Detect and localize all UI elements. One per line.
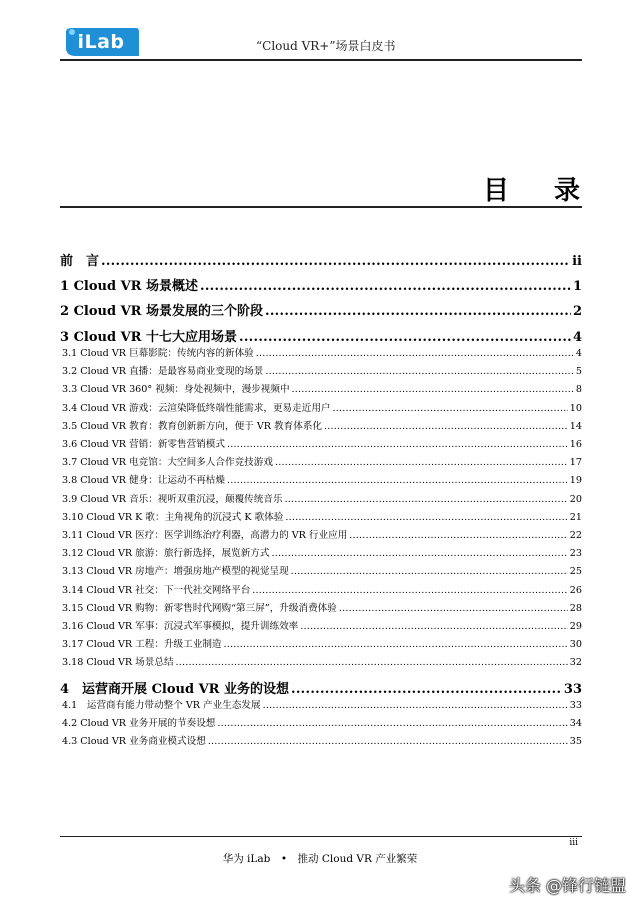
- toc-leader-dots: [227, 439, 568, 450]
- toc-entry-page: 10: [569, 402, 582, 414]
- toc-entry-page: 4: [572, 330, 582, 345]
- ilab-logo: [62, 26, 140, 58]
- toc-entry-title: 3.11 Cloud VR 医疗：医学训练治疗利器，高潜力的 VR 行业应用: [62, 530, 348, 541]
- toc-entry[interactable]: [60, 454, 582, 468]
- toc-entry[interactable]: [60, 715, 582, 729]
- toc-entry-page: 20: [569, 493, 582, 505]
- toc-leader-dots: [271, 548, 567, 559]
- toc-leader-dots: [176, 657, 568, 668]
- page-number: iii: [569, 838, 578, 848]
- toc-entry-title: 3.17 Cloud VR 工程：升级工业制造: [62, 639, 222, 651]
- toc-entry-page: 32: [569, 657, 582, 669]
- toc-entry[interactable]: [60, 600, 582, 614]
- toc-leader-dots: [285, 512, 567, 523]
- toc-leader-dots: [227, 475, 568, 486]
- toc-leader-dots: [349, 530, 567, 541]
- toc-entry-page: 1: [572, 279, 582, 294]
- toc-leader-dots: [208, 736, 568, 747]
- toc-leader-dots: [300, 621, 568, 632]
- toc-entry-title: 3.8 Cloud VR 健身：让运动不再枯燥: [62, 475, 225, 487]
- toc-entry[interactable]: [60, 636, 582, 650]
- toc-entry[interactable]: [60, 250, 582, 269]
- toc-entry[interactable]: [60, 363, 582, 377]
- toc-entry[interactable]: [60, 275, 582, 294]
- toc-entry-title: 4.1 运营商有能力带动整个 VR 产业生态发展: [62, 700, 261, 711]
- toc-entry-page: 4: [575, 348, 582, 359]
- toc-entry-page: 26: [569, 584, 582, 596]
- toc-entry[interactable]: [60, 697, 582, 711]
- toc-entry[interactable]: [60, 400, 582, 414]
- toc-entry-page: 28: [569, 602, 582, 614]
- toc-entry-page: 21: [569, 511, 582, 523]
- footer-divider: [60, 836, 582, 837]
- toc-entry-page: 23: [569, 548, 582, 560]
- toc-leader-dots: [239, 330, 571, 345]
- toc-entry-title: 3.2 Cloud VR 直播：是最容易商业变现的场景: [62, 366, 264, 378]
- toc-entry-page: 14: [569, 420, 582, 432]
- toc-entry[interactable]: [60, 509, 582, 523]
- toc-entry[interactable]: [60, 436, 582, 450]
- toc-entry[interactable]: [60, 618, 582, 632]
- toc-entry-title: 3.16 Cloud VR 军事：沉浸式军事模拟，提升训练效率: [62, 621, 299, 632]
- toc-leader-dots: [291, 682, 562, 697]
- toc-leader-dots: [265, 304, 571, 319]
- toc-heading: 目 录: [482, 176, 598, 206]
- toc-leader-dots: [292, 384, 574, 395]
- toc-entry[interactable]: [60, 527, 582, 541]
- toc-leader-dots: [200, 279, 571, 294]
- toc-entry-title: 4.3 Cloud VR 业务商业模式设想: [62, 736, 206, 748]
- toc-entry-title: 3.10 Cloud VR K 歌：主角视角的沉浸式 K 歌体验: [62, 511, 284, 523]
- heading-divider: [60, 206, 582, 208]
- toc-entry-page: 33: [563, 682, 582, 697]
- toc-entry[interactable]: [60, 345, 582, 359]
- toc-entry-title: 3.14 Cloud VR 社交：下一代社交网络平台: [62, 584, 251, 596]
- toc-leader-dots: [252, 585, 567, 596]
- toc-entry-title: 3.6 Cloud VR 营销：新零售营销模式: [62, 439, 225, 450]
- toc-leader-dots: [324, 421, 568, 432]
- toc-entry-page: 5: [575, 366, 582, 378]
- toc-entry-title: 前 言: [60, 254, 100, 269]
- toc-leader-dots: [263, 700, 568, 711]
- toc-leader-dots: [285, 494, 568, 505]
- toc-entry-page: 8: [575, 384, 582, 396]
- toc-entry[interactable]: [60, 582, 582, 596]
- toc-entry-title: 3.12 Cloud VR 旅游：旅行新选择，展览新方式: [62, 548, 270, 560]
- footer-text: 华为 iLab • 推动 Cloud VR 产业繁荣: [222, 853, 418, 865]
- logo-text: iLab: [77, 31, 125, 53]
- toc-entry-title: 3.9 Cloud VR 音乐：视听双重沉浸，颠覆传统音乐: [62, 493, 283, 505]
- toc-entry[interactable]: [60, 381, 582, 395]
- toc-entry-title: 4 运营商开展 Cloud VR 业务的设想: [60, 682, 290, 697]
- toc-entry[interactable]: [60, 300, 582, 319]
- toc-entry-title: 3 Cloud VR 十七大应用场景: [60, 330, 238, 345]
- toc-entry-title: 4.2 Cloud VR 业务开展的节奏设想: [62, 718, 216, 730]
- toc-entry[interactable]: [60, 654, 582, 668]
- toc-entry[interactable]: [60, 326, 582, 345]
- toc-entry-title: 3.18 Cloud VR 场景总结: [62, 657, 174, 669]
- toc-entry-page: 17: [569, 457, 582, 469]
- toc-entry-page: 16: [569, 439, 582, 450]
- toc-entry[interactable]: [60, 491, 582, 505]
- toc-leader-dots: [339, 603, 568, 614]
- toc-entry-title: 2 Cloud VR 场景发展的三个阶段: [60, 304, 264, 319]
- toc-entry-page: 19: [569, 475, 582, 487]
- toc-entry[interactable]: [60, 545, 582, 559]
- toc-entry-title: 3.7 Cloud VR 电竞馆：大空间多人合作竞技游戏: [62, 457, 273, 469]
- toc-entry-title: 3.15 Cloud VR 购物：新零售时代网购“第三屏”，升级消费体验: [62, 602, 337, 614]
- toc-entry[interactable]: [60, 733, 582, 747]
- toc-leader-dots: [275, 457, 568, 468]
- toc-entry[interactable]: [60, 563, 582, 577]
- toc-leader-dots: [265, 366, 574, 377]
- toc-leader-dots: [101, 254, 570, 269]
- toc-leader-dots: [217, 718, 567, 729]
- toc-entry-page: 29: [569, 621, 582, 632]
- toc-entry[interactable]: [60, 418, 582, 432]
- toc-entry-title: 3.5 Cloud VR 教育：教育创新新方向，便于 VR 教育体系化: [62, 420, 323, 432]
- toc-leader-dots: [291, 566, 568, 577]
- toc-leader-dots: [333, 403, 568, 414]
- toc-entry-title: 3.13 Cloud VR 房地产：增强房地产模型的视觉呈现: [62, 566, 289, 578]
- toc-entry-title: 3.4 Cloud VR 游戏：云渲染降低终端性能需求，更易走近用户: [62, 402, 331, 414]
- toc-entry-page: 2: [572, 304, 582, 319]
- toc-entry-page: 35: [569, 736, 582, 748]
- toc-entry-title: 1 Cloud VR 场景概述: [60, 279, 199, 294]
- toc-entry[interactable]: [60, 472, 582, 486]
- toc-entry-title: 3.1 Cloud VR 巨幕影院：传统内容的新体验: [62, 348, 254, 359]
- toc-entry-page: 25: [569, 566, 582, 578]
- toc-entry-page: 22: [569, 530, 582, 541]
- toc-leader-dots: [224, 639, 568, 650]
- header-divider: [60, 59, 582, 61]
- toc-entry-page: 33: [569, 700, 582, 711]
- toc-entry[interactable]: [60, 678, 582, 697]
- toc-entry-page: 30: [569, 639, 582, 651]
- toc-entry-page: ii: [572, 254, 582, 269]
- toc-entry-page: 34: [569, 718, 582, 730]
- watermark: 头条 @锋行链盟: [508, 876, 626, 895]
- toc-entry-title: 3.3 Cloud VR 360° 视频：身处视频中，漫步视频中: [62, 384, 290, 396]
- document-title: “Cloud VR+”场景白皮书: [256, 39, 396, 53]
- toc-leader-dots: [256, 348, 574, 359]
